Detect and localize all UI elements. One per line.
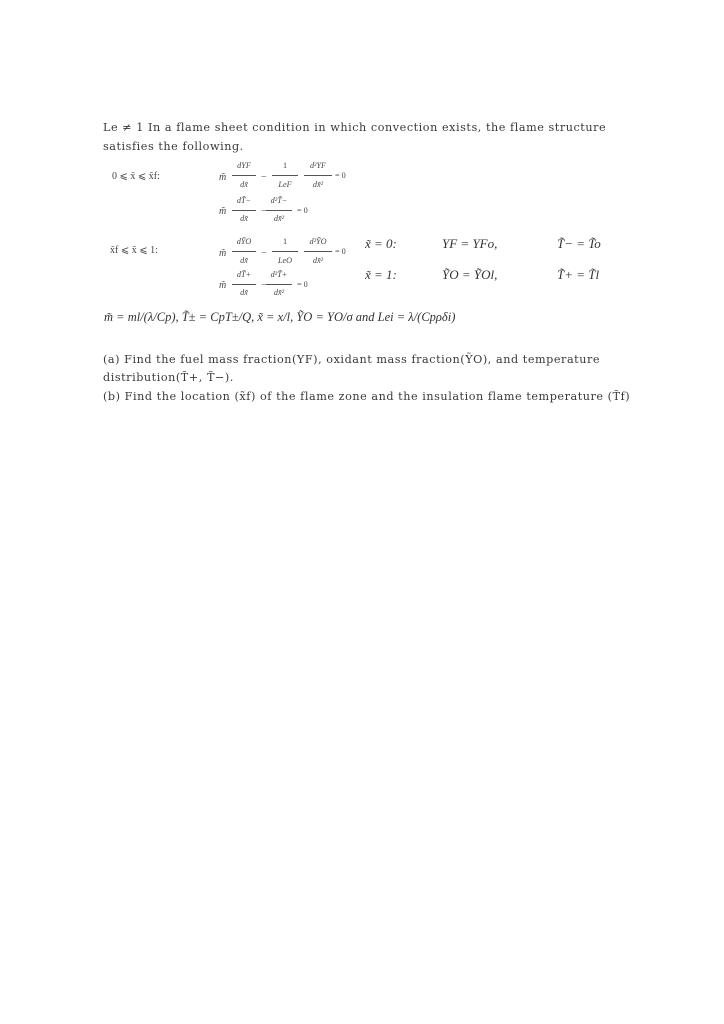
eq4-rhs: = 0 [297,280,308,289]
eq2-num3: d²T̃− [270,196,288,205]
eq1-den3: dx̃² [312,180,324,189]
region-1-label: 0 ⩽ x̃ ⩽ x̃f: [112,171,160,182]
eq4-den1: dx̃ [240,288,248,297]
eq3-num2: 1 [282,237,288,246]
eq1-coef: m̃ [219,172,227,183]
eq3-rhs: = 0 [335,247,346,256]
eq3-den2: LeO [277,256,293,265]
eq3-den3: dx̃² [312,256,324,265]
eq3-coef: m̃ [219,248,227,259]
intro-line-1: Le ≠ 1 In a flame sheet condition in which convection exists, the flame structure [103,121,607,134]
eq1-den2: LeF [278,180,292,189]
eq1-rhs: = 0 [335,171,346,180]
question-b-line-1: (b) Find the location (x̃f) of the flame zone and the insulation flame temperature (T̃f) [103,390,631,403]
question-a-line-1: (a) Find the fuel mass fraction(YF), oxidant mass fraction(ỸO), and temperature [103,353,601,366]
eq3-num3: d²ỸO [309,237,327,246]
eq1-num3: d²YF [309,161,327,170]
eq3-num1: dỸO [236,237,252,246]
eq2-den3: dx̃² [273,214,285,223]
region-2-label: x̃f ⩽ x̃ ⩽ 1: [110,245,158,256]
eq2-num1: dT̃− [236,196,252,205]
eq1-num1: dYF [237,161,251,170]
eq2-coef: m̃ [219,206,227,217]
bc1-location: x̃ = 0: [365,236,397,251]
bc2-location: x̃ = 1: [365,267,397,282]
eq2-den1: dx̃ [240,214,248,223]
bc1-condition-2: T̃− = T̃o [557,236,601,251]
eq1-den1: dx̃ [240,180,248,189]
eq4-num3: d²T̃+ [270,270,288,279]
eq4-coef: m̃ [219,280,227,291]
bc1-condition-1: YF = YFo, [442,236,498,251]
eq3-den1: dx̃ [240,256,248,265]
eq4-num1: dT̃+ [236,270,252,279]
eq2-rhs: = 0 [297,206,308,215]
eq1-num2: 1 [282,161,288,170]
definitions-line: m̃ = ml/(λ/Cp), T̃± = CpT±/Q, x̃ = x/l, ỸO = YO/σ and Lei = λ/(Cpρδi) [104,310,456,324]
question-a-line-2: distribution(T̃+, T̃−). [103,371,234,384]
eq4-den3: dx̃² [273,288,285,297]
intro-line-2: satisfies the following. [103,140,244,153]
bc2-condition-2: T̃+ = T̃l [557,267,600,282]
bc2-condition-1: ỸO = ỸOl, [442,267,498,282]
